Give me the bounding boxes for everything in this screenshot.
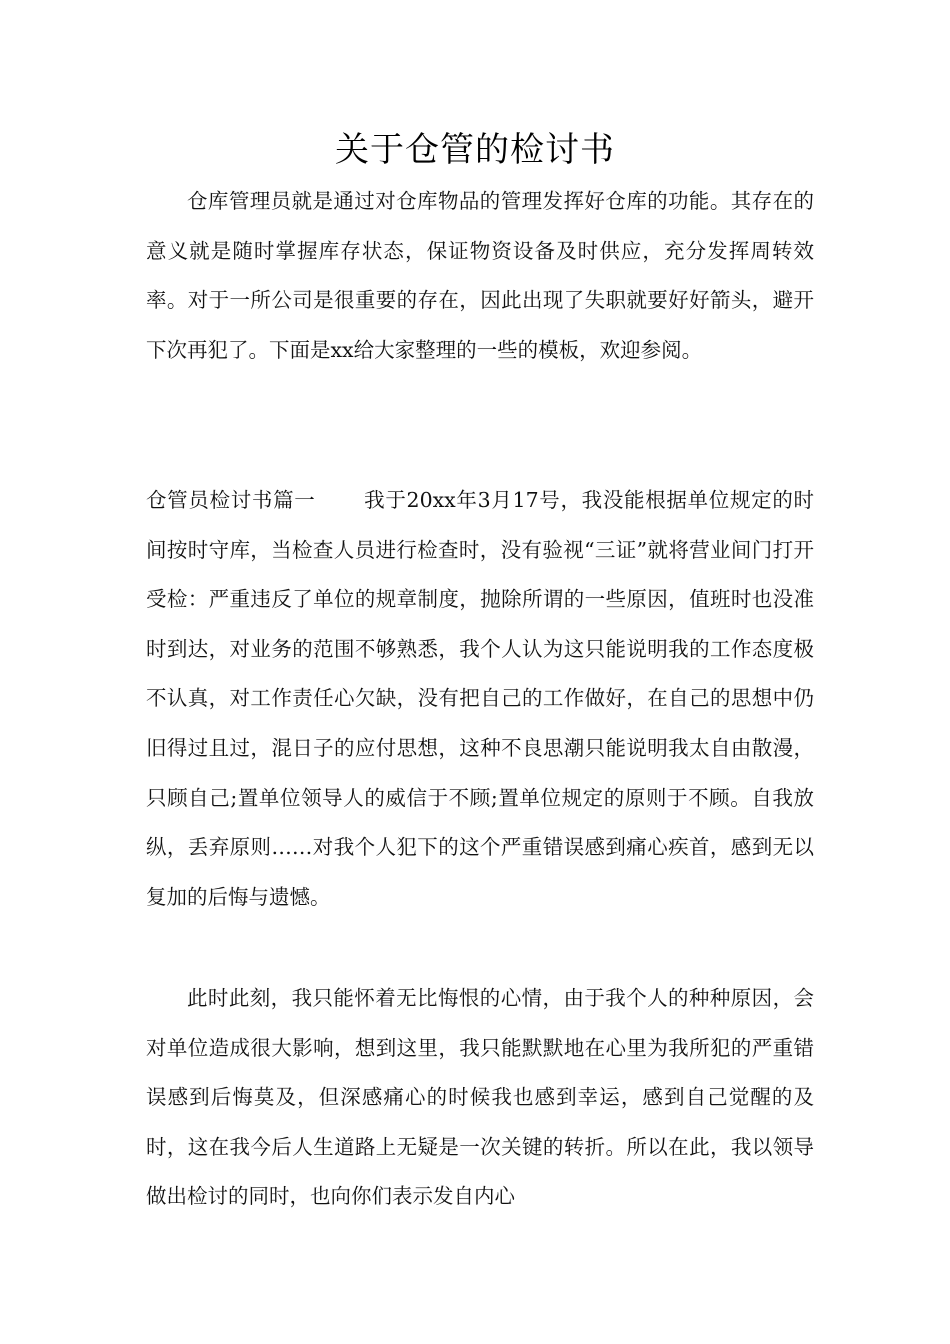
body-paragraph-3: 此时此刻，我只能怀着无比悔恨的心情，由于我个人的种种原因，会对单位造成很大影响，想到这里，我只能默默地在心里为我所犯的严重错误感到后悔莫及，但深感痛心的时候我也感到幸运，感到自己觉醒的及时，这在我今后人生道路上无疑是一次关键的转折。所以在此，我以领导做出检讨的同时，也向你们表示发自内心 <box>146 986 814 1209</box>
intro-paragraph: 仓库管理员就是通过对仓库物品的管理发挥好仓库的功能。其存在的意义就是随时掌握库存状态，保证物资设备及时供应，充分发挥周转效率。对于一所公司是很重要的存在，因此出现了失职就要好好箭头，避开下次再犯了。下面是xx给大家整理的一些的模板，欢迎参阅。 <box>146 189 814 362</box>
document-title: 关于仓管的检讨书 <box>335 130 615 170</box>
section-one-heading: 仓管员检讨书篇一 <box>146 488 316 512</box>
section-one-paragraph <box>146 476 814 922</box>
section-one-body: 我于20xx年3月17号，我没能根据单位规定的时间按时守库，当检查人员进行检查时，没有验视“三证”就将营业间门打开受检：严重违反了单位的规章制度，抛除所谓的一些原因，值班时也没准时到达，对业务的范围不够熟悉，我个人认为这只能说明我的工作态度极不认真，对工作责任心欠缺，没有把自己的工作做好，在自己的思想中仍旧得过且过，混日子的应付思想，这种不良思潮只能说明我太自由散漫，只顾自己;置单位领导人的威信于不顾;置单位规定的原则于不顾。自我放纵，丢弃原则……对我个人犯下的这个严重错误感到痛心疾首，感到无以复加的后悔与遗憾。 <box>146 488 815 909</box>
